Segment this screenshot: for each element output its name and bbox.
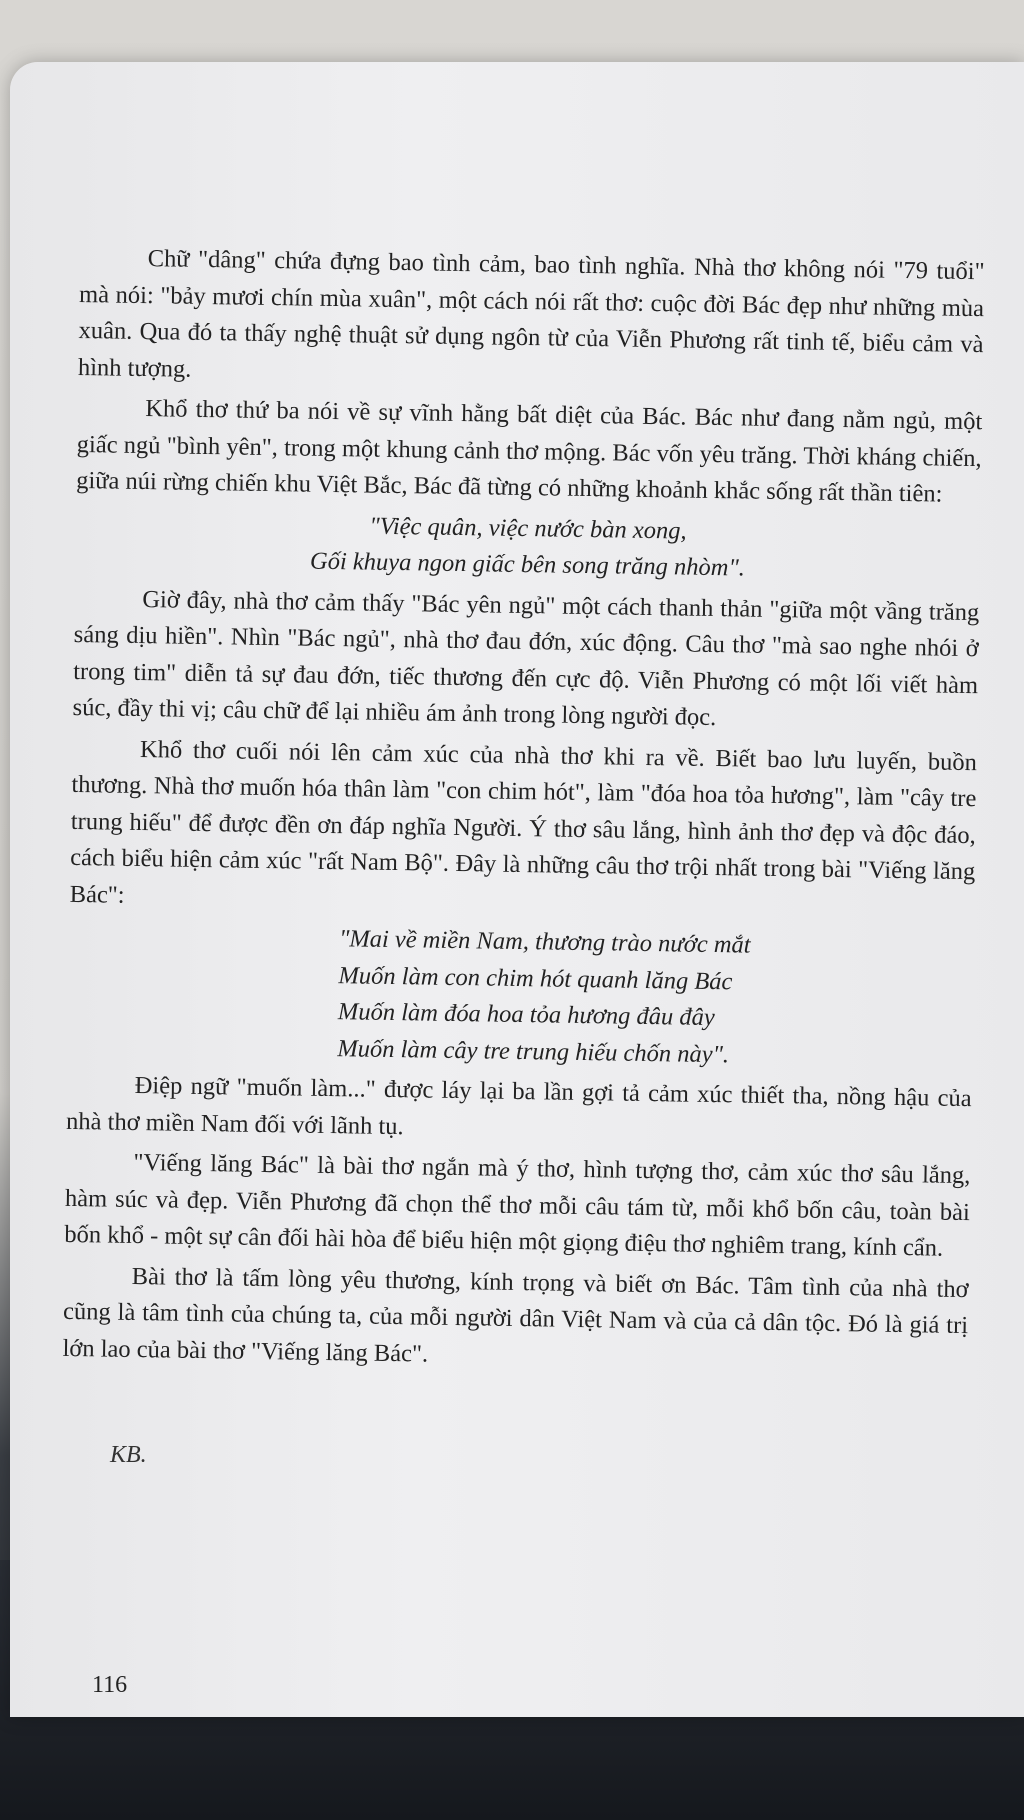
paragraph: Khổ thơ thứ ba nói về sự vĩnh hằng bất diệt của Bác. Bác như đang nằm ngủ, một giấc ngủ "bình yên", trong một khung cảnh thơ mộng. Bác vốn yêu trăng. Thời kháng chiến, giữa núi rừng chiến khu Việt Bắc, Bác đã từng có những khoảnh khắc sống rất thần tiên: xyxy=(76,395,983,508)
poem-line: Gối khuya ngon giấc bên song trăng nhòm". xyxy=(309,547,746,582)
page-content xyxy=(62,240,985,1385)
paragraph: Bài thơ là tấm lòng yêu thương, kính trọng và biết ơn Bác. Tâm tình của nhà thơ cũng là tâm tình của chúng ta, của mỗi người dân Việt Nam và của cả dân tộc. Đó là giá trị lớn lao của bài thơ "Viếng lăng Bác". xyxy=(62,1262,969,1368)
paragraph: Giờ đây, nhà thơ cảm thấy "Bác yên ngủ" một cách thanh thản "giữa một vầng trăng sáng dịu hiền". Nhìn "Bác ngủ", nhà thơ đau đớn, xúc động. Câu thơ "mà sao nghe nhói ở trong tim" diễn tả sự đau đớn, tiếc thương đến cực độ. Viễn Phương có một lối viết hàm súc, đầy thi vị; câu chữ để lại nhiều ám ảnh trong lòng người đọc. xyxy=(72,585,980,732)
poem-line: "Việc quân, việc nước bàn xong, xyxy=(369,512,687,545)
poem-quote-1 xyxy=(75,503,981,590)
paragraph: "Viếng lăng Bác" là bài thơ ngắn mà ý thơ, hình tượng thơ, cảm xúc thơ sâu lắng, hàm súc và đẹp. Viễn Phương đã chọn thể thơ mỗi câu tám từ, mỗi khổ bốn câu, toàn bài bốn khổ - một sự cân đối hài hòa để biểu hiện một giọng điệu thơ nghiêm trang, kính cẩn. xyxy=(64,1148,971,1262)
poem-quote-2 xyxy=(67,917,974,1077)
poem-line: Muốn làm con chim hót quanh lăng Bác xyxy=(338,961,733,995)
page-number: 116 xyxy=(92,1672,128,1698)
poem-line: Muốn làm đóa hoa tỏa hương đâu đây xyxy=(337,998,715,1032)
paragraph: Chữ "dâng" chứa đựng bao tình cảm, bao tình nghĩa. Nhà thơ không nói "79 tuổi" mà nói: "bảy mươi chín mùa xuân", một cách nói rất thơ: cuộc đời Bác đẹp như những mùa xuân. Qua đó ta thấy nghệ thuật sử dụng ngôn từ của Viễn Phương rất tinh tế, biểu cảm và hình tượng. xyxy=(77,245,985,383)
paragraph: Điệp ngữ "muốn làm..." được láy lại ba lần gợi tả cảm xúc thiết tha, nồng hậu của nhà thơ miền Nam đối với lãnh tụ. xyxy=(65,1071,972,1140)
book-page xyxy=(10,62,1024,1717)
poem-line: Muốn làm cây tre trung hiếu chốn này". xyxy=(337,1034,730,1068)
handwritten-margin-mark: KB. xyxy=(110,1442,147,1468)
poem-line: "Mai về miền Nam, thương trào nước mắt xyxy=(338,925,751,959)
paragraph: Khổ thơ cuối nói lên cảm xúc của nhà thơ khi ra về. Biết bao lưu luyến, buồn thương. Nhà thơ muốn hóa thân làm "con chim hót", làm "đóa hoa tỏa hương", làm "cây tre trung hiếu" để được đền ơn đáp nghĩa Người. Ý thơ sâu lắng, hình ảnh thơ đẹp và độc đáo, cách biểu hiện cảm xúc "rất Nam Bộ". Đây là những câu thơ trội nhất trong bài "Viếng lăng Bác": xyxy=(69,735,978,909)
